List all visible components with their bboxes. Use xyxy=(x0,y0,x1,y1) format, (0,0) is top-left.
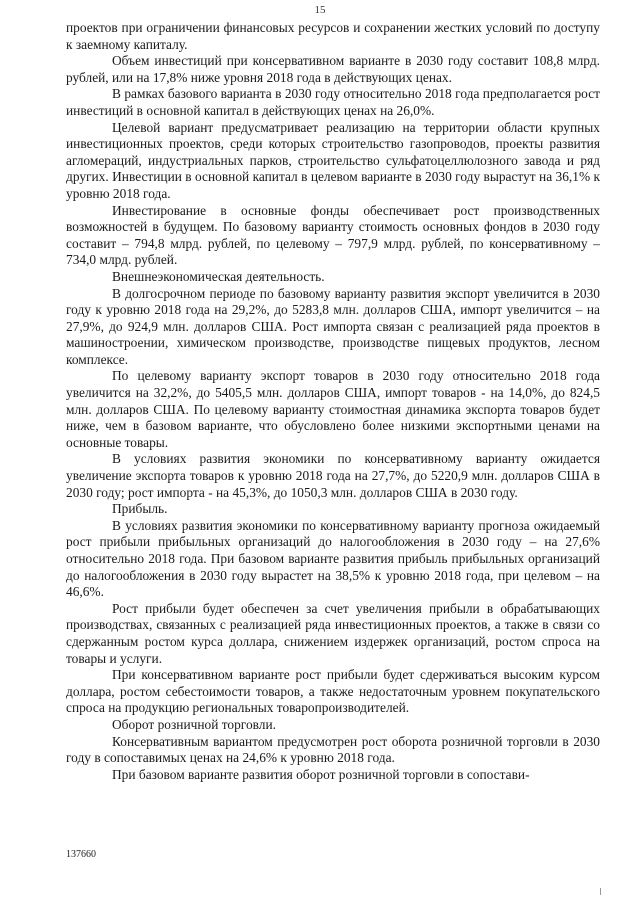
paragraph-retail-base: При базовом варианте развития оборот розничной торговли в сопостави- xyxy=(112,766,530,782)
margin-mark xyxy=(600,888,601,895)
section-heading-foreign-trade: Внешнеэкономическая деятельность. xyxy=(112,268,325,284)
paragraph-investment-base: В рамках базового варианта в 2030 году относительно 2018 года предполагается рост инвестиций в основной капитал в действующих ценах на 26,0%. xyxy=(66,86,600,118)
paragraph-export-conservative: В условиях развития экономики по консервативному варианту ожидается увеличение экспорта товаров к уровню 2018 года на 27,7%, до 5220,9 млн. долларов США в 2030 году; рост импорта - на 45,3%, до 1050,3 млн. долларов США в 2030 году. xyxy=(66,451,600,500)
paragraph-continuation: проектов при ограничении финансовых ресурсов и сохранении жестких условий по доступу к заемному капиталу. xyxy=(66,20,600,52)
paragraph-profit-drivers: Рост прибыли будет обеспечен за счет увеличения прибыли в обрабатывающих производствах, связанных с реализацией ряда инвестиционных проектов, а также в связи со сдержанным ростом курса доллара, снижением издержек организаций, ростом спроса на товары и услуги. xyxy=(66,600,600,666)
page-number: 15 xyxy=(314,4,326,16)
document-code: 137660 xyxy=(66,849,96,860)
paragraph-investment-conservative: Объем инвестиций при консервативном варианте в 2030 году составит 108,8 млрд. рублей, или на 17,8% ниже уровня 2018 года в действующих ценах. xyxy=(66,53,600,85)
paragraph-fixed-assets: Инвестирование в основные фонды обеспечивает рост производственных возможностей в будущем. По базовому варианту стоимость основных фондов в 2030 году составит – 794,8 млрд. рублей, по целевому – 797,9 млрд. рублей, по консервативному – 734,0 млрд. рублей. xyxy=(66,202,600,268)
paragraph-export-target: По целевому варианту экспорт товаров в 2030 году относительно 2018 года увеличится на 32,2%, до 5405,5 млн. долларов США, импорт товаров - на 14,0%, до 824,5 млн. долларов США. По целевому варианту стоимостная динамика экспорта товаров будет ниже, чем в базовом варианте, что обусловлено более низкими экспортными ценами на основные товары. xyxy=(66,368,600,450)
paragraph-retail-conservative: Консервативным вариантом предусмотрен рост оборота розничной торговли в 2030 году в сопоставимых ценах на 24,6% к уровню 2018 года. xyxy=(66,733,600,766)
document-body xyxy=(66,20,600,783)
paragraph-export-base: В долгосрочном периоде по базовому варианту развития экспорт увеличится в 2030 году к уровню 2018 года на 29,2%, до 5283,8 млн. долларов США, импорт увеличится – на 27,9%, до 924,9 млн. долларов США. Рост импорта связан с реализацией ряда проектов в машиностроении, химическом производстве, производстве пищевых продуктов, лесном комплексе. xyxy=(66,285,600,367)
paragraph-investment-target: Целевой вариант предусматривает реализацию на территории области крупных инвестиционных проектов, среди которых строительство газопроводов, проекты развития агломераций, индустриальных парков, строительство сульфатоцеллюлозного завода и ряд других. Инвестиции в основной капитал в целевом варианте в 2030 году вырастут на 36,1% к уровню 2018 года. xyxy=(66,119,600,201)
section-heading-profit: Прибыль. xyxy=(112,501,168,517)
paragraph-profit-growth: В условиях развития экономики по консервативному варианту прогноза ожидаемый рост прибыли прибыльных организаций до налогообложения в 2030 году – на 27,6% относительно 2018 года. При базовом варианте развития прибыль прибыльных организаций до налогообложения в 2030 году вырастет на 38,5% к уровню 2018 года, при целевом – на 46,6%. xyxy=(66,517,600,600)
section-heading-retail: Оборот розничной торговли. xyxy=(112,716,276,732)
paragraph-profit-constraints: При консервативном варианте рост прибыли будет сдерживаться высоким курсом доллара, ростом себестоимости товаров, а также недостаточным уровнем покупательского спроса на продукцию региональных товаропроизводителей. xyxy=(66,667,600,716)
